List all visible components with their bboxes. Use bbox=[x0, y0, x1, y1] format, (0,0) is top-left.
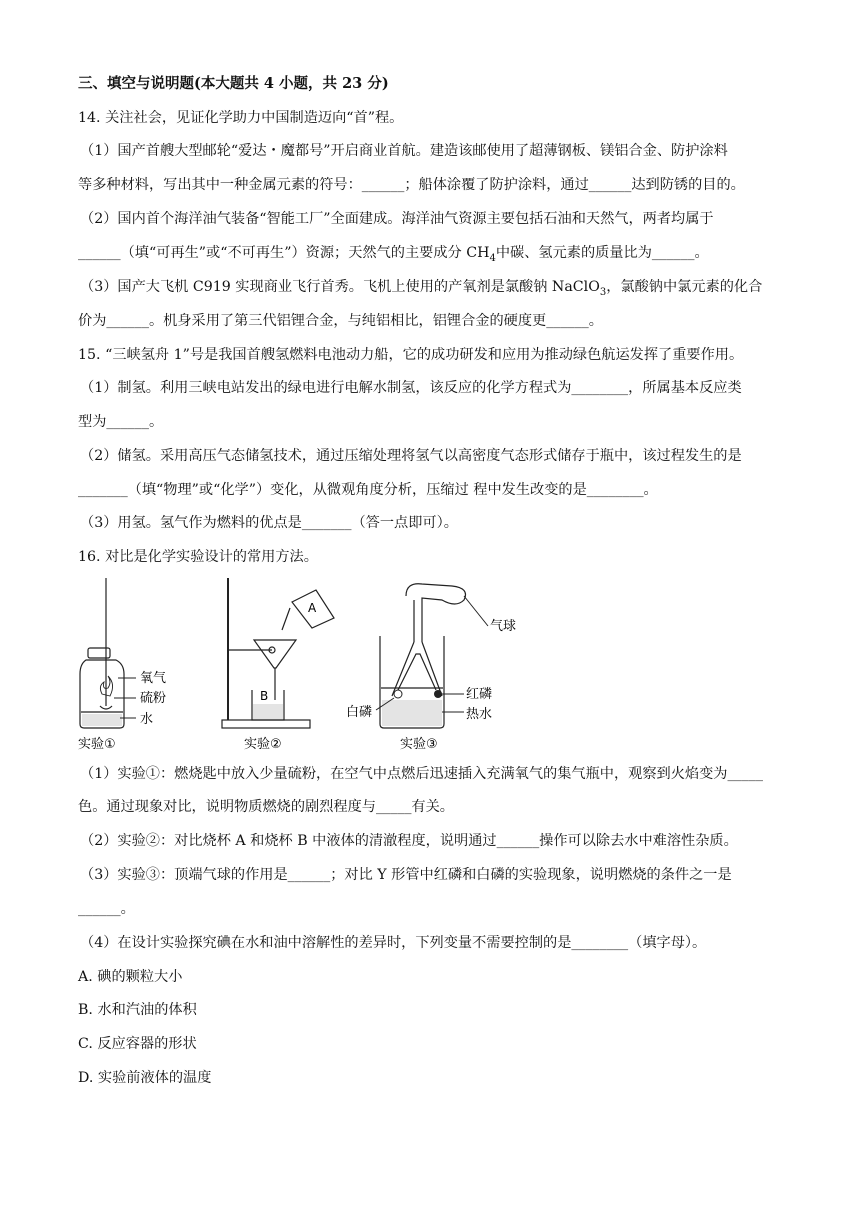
q14-part3-line2: 价为______。机身采用了第三代铝锂合金，与纯铝相比，铝锂合金的硬度更______。 bbox=[78, 313, 603, 329]
label-a: A bbox=[308, 601, 317, 615]
exp2-beaker-b-liquid bbox=[253, 704, 283, 719]
section-title: 三、填空与说明题(本大题共 4 小题，共 23 分) bbox=[78, 75, 389, 92]
option-c: C. 反应容器的形状 bbox=[78, 1036, 197, 1052]
option-d: D. 实验前液体的温度 bbox=[78, 1070, 212, 1086]
q16-part3-line2: ______。 bbox=[78, 901, 135, 917]
q16-part4: （4）在设计实验探究碘在水和油中溶解性的差异时，下列变量不需要控制的是________（填字母）。 bbox=[80, 935, 707, 951]
q16-part1-line1: （1）实验①：燃烧匙中放入少量硫粉，在空气中点燃后迅速插入充满氧气的集气瓶中，观察到火焰变为_____ bbox=[80, 766, 763, 782]
q16-part2: （2）实验②：对比烧杯 A 和烧杯 B 中液体的清澈程度，说明通过______操作可以除去水中难溶性杂质。 bbox=[80, 833, 738, 849]
q15-part2-line1: （2）储氢。采用高压气态储氢技术，通过压缩处理将氢气以高密度气态形式储存于瓶中，该过程发生的是 bbox=[80, 448, 742, 464]
q15-part1-line1: （1）制氢。利用三峡电站发出的绿电进行电解水制氢，该反应的化学方程式为________，所属基本反应类 bbox=[80, 380, 742, 396]
q14-part1-line1: （1）国产首艘大型邮轮“爱达・魔都号”开启商业首航。建造该邮使用了超薄钢板、镁铝合金、防护涂料 bbox=[80, 143, 728, 159]
q15-part2-line2: _______（填“物理”或“化学”）变化，从微观角度分析，压缩过 程中发生改变的是________。 bbox=[78, 482, 658, 498]
option-a: A. 碘的颗粒大小 bbox=[78, 969, 183, 985]
q15-part1-line2: 型为______。 bbox=[78, 414, 164, 430]
q14-part3-line1: （3）国产大飞机 C919 实现商业飞行首秀。飞机上使用的产氧剂是氯酸钠 NaClO$_3$，氯酸钠中氯元素的化合 bbox=[80, 279, 763, 298]
q14-part1-line2: 等多种材料，写出其中一种金属元素的符号：______；船体涂覆了防护涂料，通过______达到防锈的目的。 bbox=[78, 177, 745, 193]
exp1-water bbox=[82, 714, 122, 726]
exp1-gas-jar bbox=[80, 578, 124, 728]
label-sulfur: 硫粉 bbox=[140, 691, 167, 706]
exp3-hot-water bbox=[382, 700, 442, 726]
red-phosphorus bbox=[434, 690, 442, 698]
q15-part3: （3）用氢。氢气作为燃料的优点是_______（答一点即可）。 bbox=[80, 515, 458, 531]
label-water: 水 bbox=[140, 712, 154, 727]
q14-stem: 14. 关注社会，见证化学助力中国制造迈向“首”程。 bbox=[78, 110, 404, 126]
q16-part1-line2: 色。通过现象对比，说明物质燃烧的剧烈程度与_____有关。 bbox=[78, 799, 454, 815]
white-phosphorus bbox=[394, 690, 402, 698]
experiment-figure bbox=[76, 578, 517, 754]
label-white-phosphorus: 白磷 bbox=[346, 705, 373, 720]
label-oxygen: 氧气 bbox=[140, 671, 167, 686]
label-exp2: 实验② bbox=[244, 737, 282, 752]
q16-stem: 16. 对比是化学实验设计的常用方法。 bbox=[78, 549, 318, 565]
label-b: B bbox=[260, 689, 269, 703]
q16-part3-line1: （3）实验③：顶端气球的作用是______；对比 Y 形管中红磷和白磷的实验现象，说明燃烧的条件之一是 bbox=[80, 867, 732, 883]
label-exp1: 实验① bbox=[78, 737, 116, 752]
label-red-phosphorus: 红磷 bbox=[466, 687, 493, 702]
label-exp3: 实验③ bbox=[400, 737, 438, 752]
q14-part2-line1: （2）国内首个海洋油气装备“智能工厂”全面建成。海洋油气资源主要包括石油和天然气，两者均属于 bbox=[80, 211, 714, 227]
option-b: B. 水和汽油的体积 bbox=[78, 1002, 197, 1018]
label-balloon: 气球 bbox=[490, 619, 517, 634]
label-hot-water: 热水 bbox=[466, 707, 493, 722]
q15-stem: 15. “三峡氢舟 1”号是我国首艘氢燃料电池动力船，它的成功研发和应用为推动绿色航运发挥了重要作用。 bbox=[78, 347, 744, 363]
q14-part2-line2: ______（填“可再生”或“不可再生”）资源；天然气的主要成分 $CH_4$中碳、氢元素的质量比为______。 bbox=[78, 245, 709, 264]
